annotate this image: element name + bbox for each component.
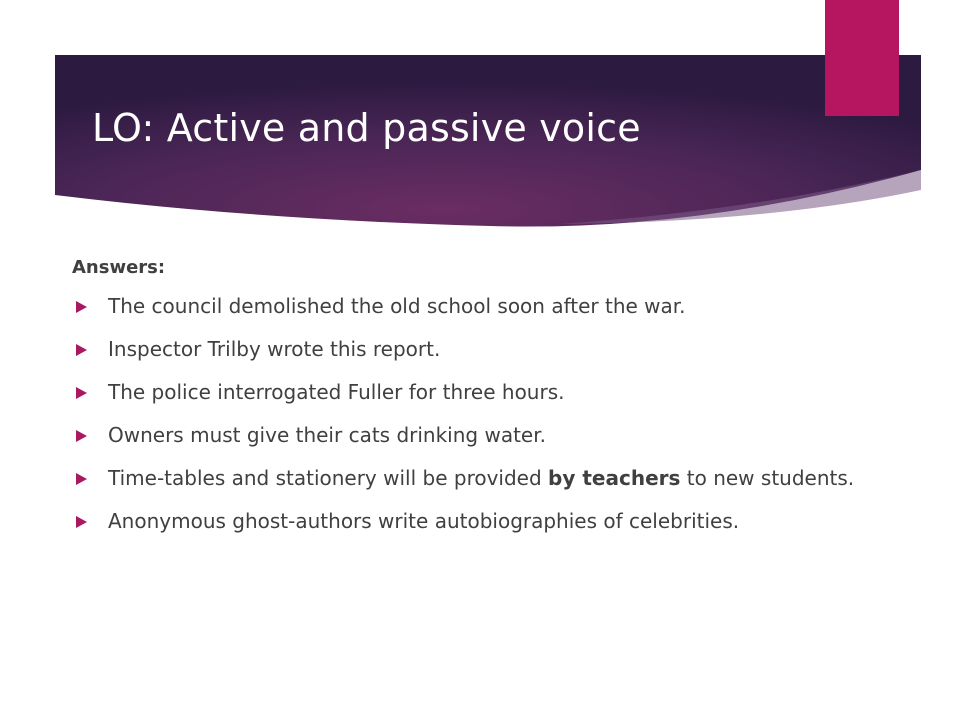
answer-text: Inspector Trilby wrote this report. (108, 337, 441, 361)
triangle-right-icon (76, 516, 87, 528)
slide-title: LO: Active and passive voice (92, 106, 641, 150)
answer-text-after: to new students. (680, 466, 855, 490)
accent-rectangle (825, 0, 899, 116)
answers-heading: Answers: (72, 257, 166, 278)
triangle-right-icon (76, 387, 87, 399)
answer-text: The council demolished the old school soon after the war. (108, 294, 686, 318)
triangle-right-icon (76, 430, 87, 442)
answer-item (72, 336, 892, 363)
answer-item (72, 379, 892, 406)
answer-item (72, 293, 892, 320)
answer-text: Owners must give their cats drinking water. (108, 423, 546, 447)
answer-item (72, 422, 892, 449)
answer-text-bold: by teachers (548, 466, 681, 490)
answer-list (72, 293, 892, 551)
answer-text: The police interrogated Fuller for three hours. (108, 380, 565, 404)
answer-text: Anonymous ghost-authors write autobiographies of celebrities. (108, 509, 740, 533)
answer-item (72, 508, 892, 535)
triangle-right-icon (76, 344, 87, 356)
answer-text-before: Time-tables and stationery will be provided (108, 466, 549, 490)
triangle-right-icon (76, 473, 87, 485)
triangle-right-icon (76, 301, 87, 313)
answer-item (72, 465, 892, 492)
